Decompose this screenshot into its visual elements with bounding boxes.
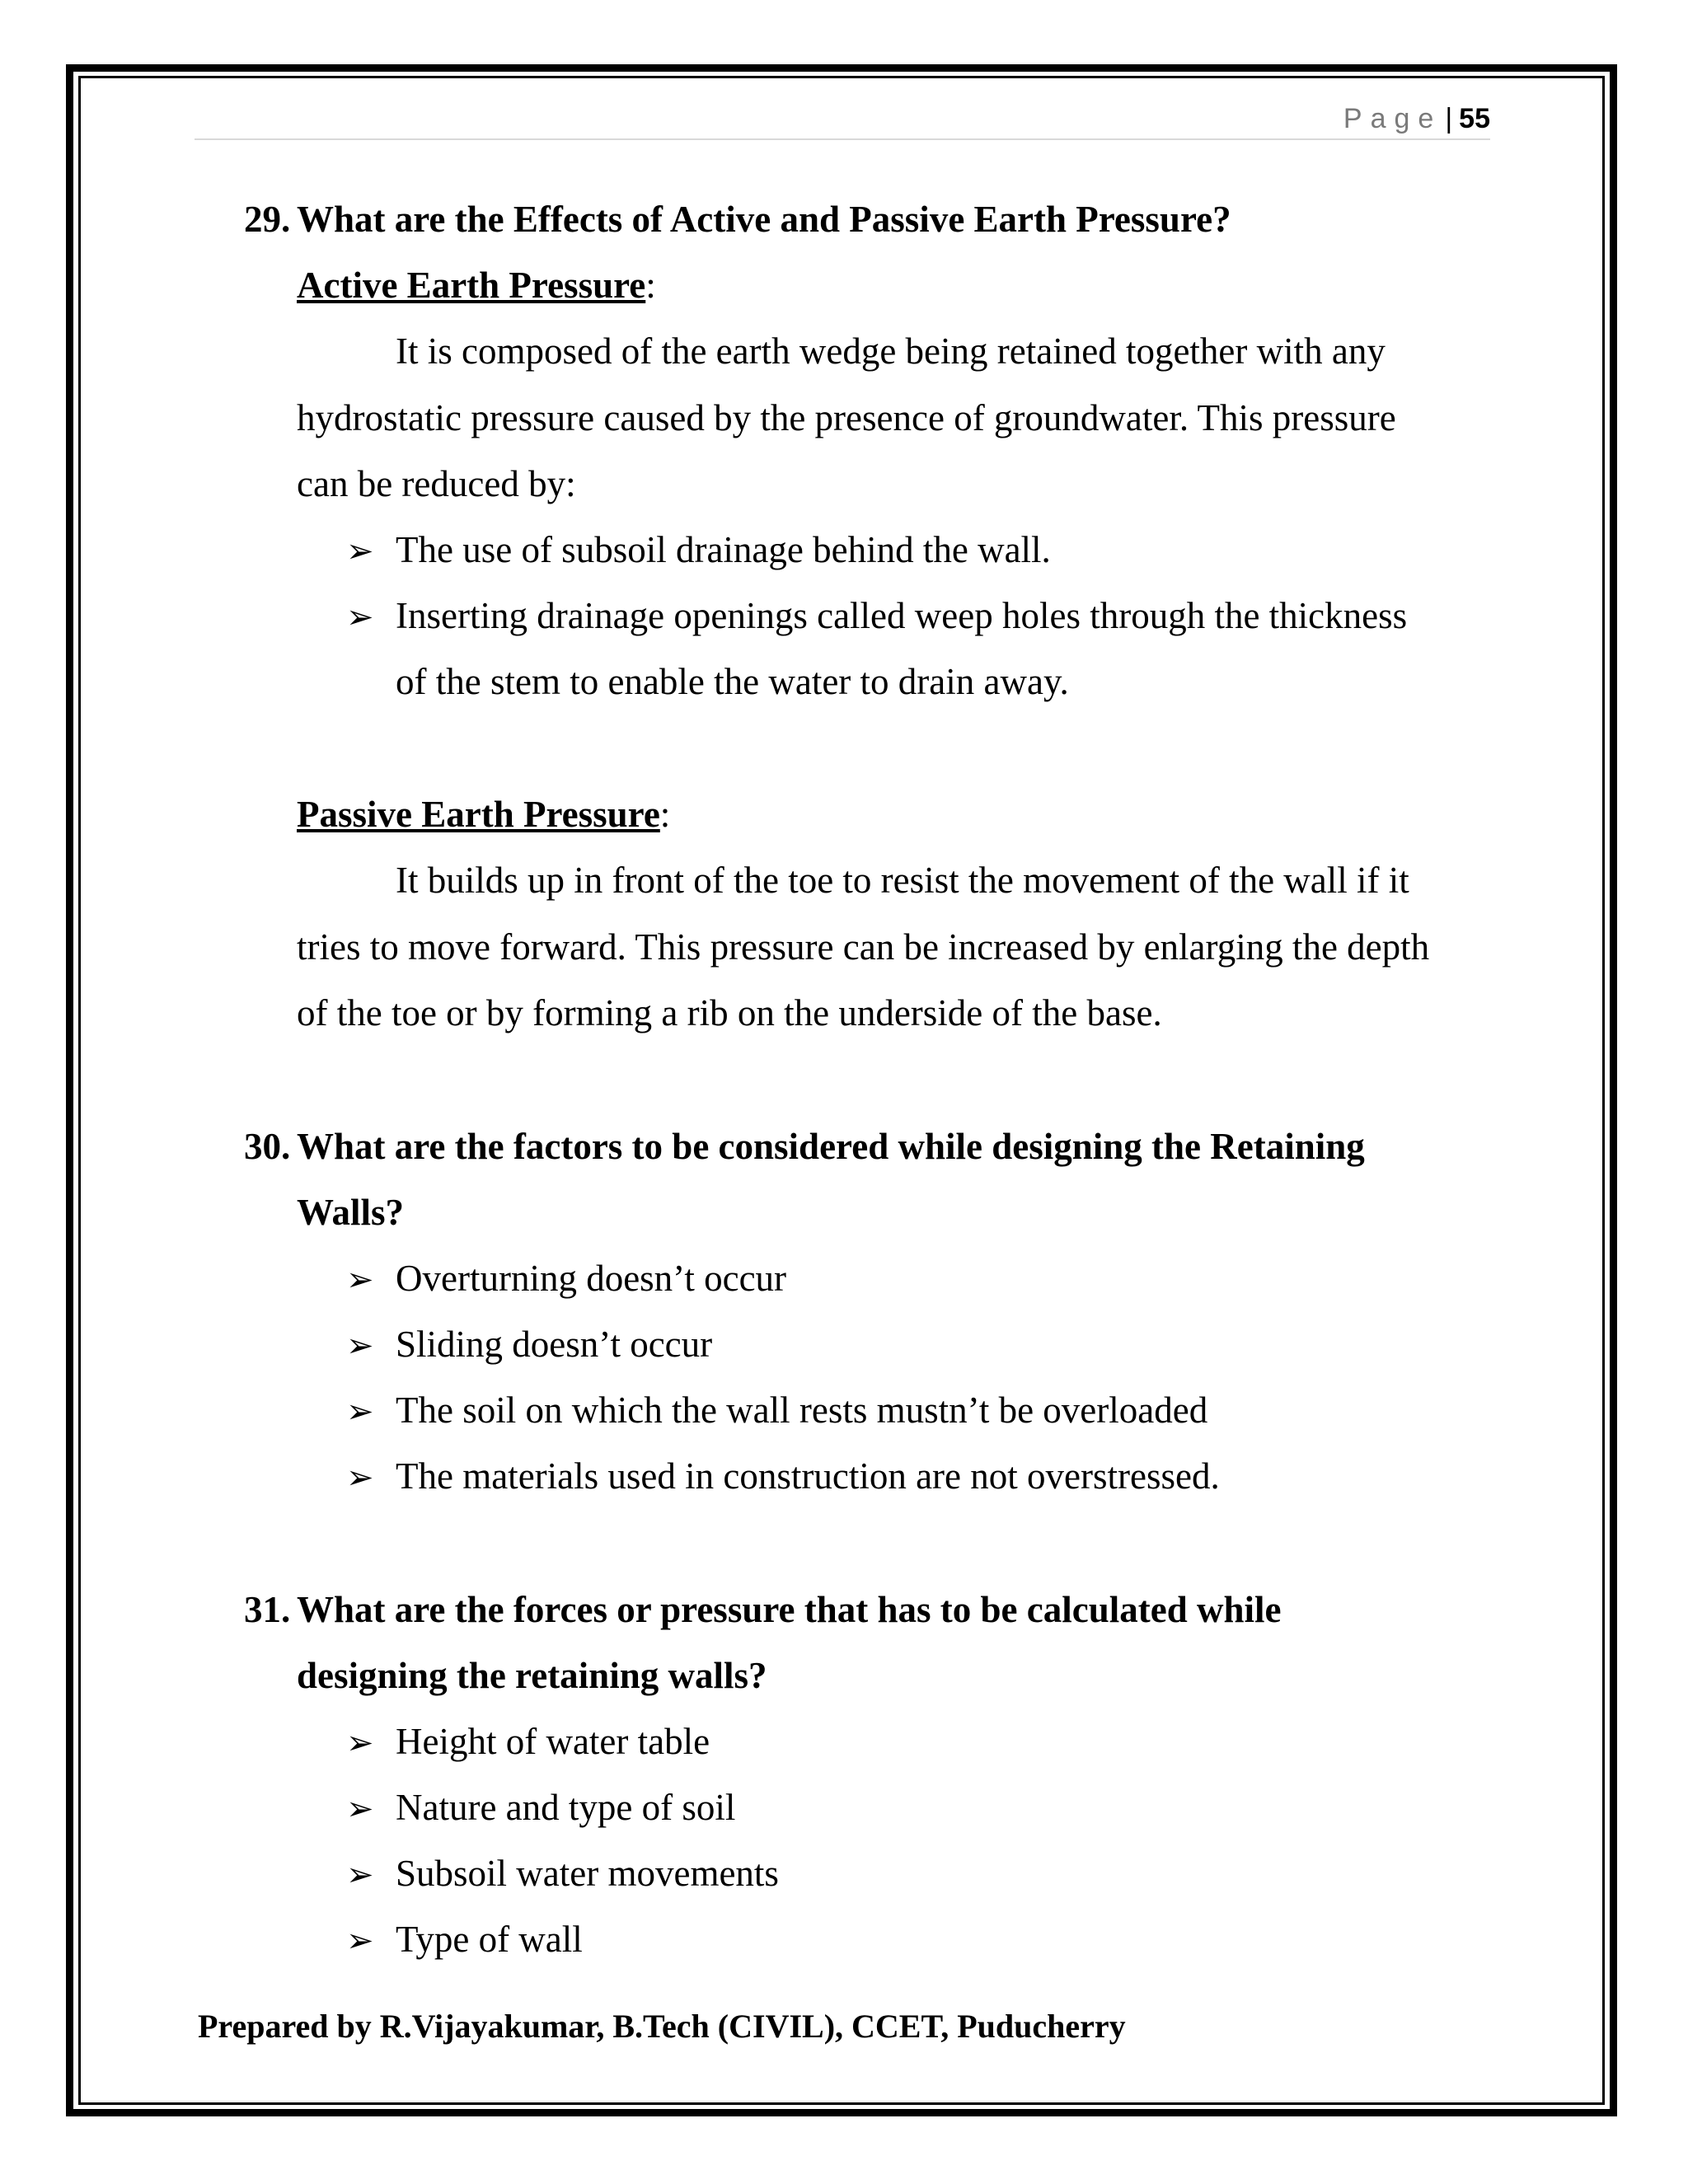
question-29-number: 29. [244,199,291,240]
q31-bullet-3: Subsoil water movements [396,1853,779,1894]
active-bullet-2: Inserting drainage openings called weep holes through the thickness [396,595,1408,636]
passive-heading-text: Passive Earth Pressure [297,794,660,835]
bullet-arrow-icon: ➢ [346,1790,374,1828]
active-heading-colon: : [645,265,656,306]
page-border-inner [78,76,1605,2105]
question-31-title-line-2: designing the retaining walls? [297,1655,767,1696]
passive-para-line-2: tries to move forward. This pressure can be increased by enlarging the depth [297,926,1430,968]
active-earth-pressure-heading [297,264,656,307]
active-para-line-2: hydrostatic pressure caused by the presence of groundwater. This pressure [297,397,1396,438]
active-para-line-3: can be reduced by: [297,463,576,504]
page-header [1343,103,1490,135]
question-29-title: What are the Effects of Active and Passive Earth Pressure? [297,199,1231,240]
passive-para-line-1: It builds up in front of the toe to resist the movement of the wall if it [396,860,1409,901]
passive-heading-colon: : [659,794,671,835]
question-30-number: 30. [244,1126,291,1167]
q30-bullet-3: The soil on which the wall rests mustn’t be overloaded [396,1390,1208,1431]
question-30-title-line-1: What are the factors to be considered while designing the Retaining [297,1126,1365,1167]
active-heading-text: Active Earth Pressure [297,265,646,306]
question-30-title-line-2: Walls? [297,1192,405,1233]
active-bullet-1: The use of subsoil drainage behind the wall. [396,529,1051,570]
q31-bullet-2: Nature and type of soil [396,1787,736,1828]
page-number: 55 [1459,103,1490,134]
question-31-number: 31. [244,1589,291,1630]
bullet-arrow-icon: ➢ [346,1856,374,1894]
bullet-arrow-icon: ➢ [346,1724,374,1762]
q30-bullet-1: Overturning doesn’t occur [396,1258,787,1299]
question-31-title-line-1: What are the forces or pressure that has to be calculated while [297,1589,1282,1630]
q31-bullet-1: Height of water table [396,1721,710,1762]
header-separator: | [1445,103,1453,134]
q31-bullet-4: Type of wall [396,1919,583,1960]
passive-earth-pressure-heading [297,793,670,836]
q30-bullet-2: Sliding doesn’t occur [396,1324,713,1365]
bullet-arrow-icon: ➢ [346,1393,374,1431]
q30-bullet-4: The materials used in construction are not overstressed. [396,1455,1220,1497]
header-rule [195,138,1490,140]
bullet-arrow-icon: ➢ [346,532,374,570]
bullet-arrow-icon: ➢ [346,1922,374,1960]
passive-para-line-3: of the toe or by forming a rib on the underside of the base. [297,992,1162,1033]
page-footer: Prepared by R.Vijayakumar, B.Tech (CIVIL), CCET, Puducherry [198,2008,1126,2045]
bullet-arrow-icon: ➢ [346,598,374,636]
bullet-arrow-icon: ➢ [346,1261,374,1299]
active-bullet-2-continued: of the stem to enable the water to drain away. [396,661,1069,702]
page-word: Page [1343,103,1442,134]
active-para-line-1: It is composed of the earth wedge being retained together with any [396,330,1386,372]
bullet-arrow-icon: ➢ [346,1459,374,1497]
bullet-arrow-icon: ➢ [346,1327,374,1365]
